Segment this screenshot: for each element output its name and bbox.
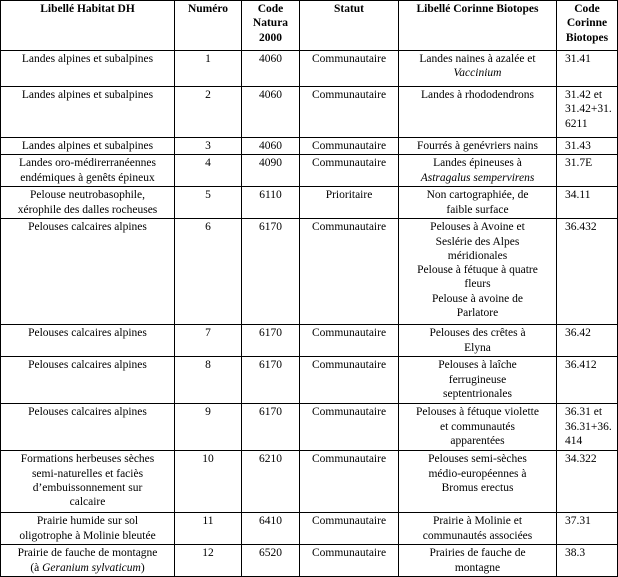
cell-habitat (1, 138, 175, 155)
cell-text: Prairie de fauche de montagne (17, 547, 158, 560)
cell-statut: Communautaire (300, 404, 399, 451)
header-code-corinne-l3: Biotopes (565, 31, 609, 44)
cell-text: Pelouses calcaires alpines (28, 359, 147, 372)
cell-statut: Communautaire (300, 357, 399, 404)
cell-text: Prairie humide sur sol (36, 515, 139, 528)
cell-text-italic: Astragalus sempervirens (420, 171, 535, 184)
cell-habitat (1, 545, 175, 577)
table-row (1, 219, 618, 325)
cell-text: (à (30, 561, 43, 574)
cell-numero: 12 (175, 545, 242, 577)
cell-numero: 8 (175, 357, 242, 404)
cell-statut: Communautaire (300, 451, 399, 513)
header-libelle-corinne: Libellé Corinne Biotopes (399, 1, 557, 51)
header-code-corinne-l1: Code (574, 3, 600, 15)
cell-habitat (1, 513, 175, 545)
header-code-natura-l1: Code (257, 3, 284, 15)
table-row (1, 51, 618, 87)
cell-text: calcaire (69, 496, 106, 509)
cell-code-natura: 6170 (242, 325, 300, 357)
cell-code-natura: 4090 (242, 155, 300, 187)
cell-numero: 3 (175, 138, 242, 155)
cell-code-corinne: 36.42 (557, 325, 618, 357)
cell-text-italic: Geranium sylvaticum (42, 561, 141, 574)
cell-statut: Communautaire (300, 138, 399, 155)
table-row (1, 513, 618, 545)
table-row (1, 87, 618, 138)
cell-text: Fourrés à genévriers nains (416, 140, 539, 152)
cell-text: Landes naines à azalée et (419, 53, 536, 65)
table-header-row (1, 1, 618, 51)
cell-code-natura: 6410 (242, 513, 300, 545)
cell-code-corinne: 31.7E (557, 155, 618, 187)
cell-habitat (1, 51, 175, 87)
cell-text: Elyna (464, 341, 491, 354)
cell-text: Pelouse à fétuque à quatre (417, 264, 538, 277)
cell-habitat (1, 325, 175, 357)
cell-statut: Communautaire (300, 87, 399, 138)
header-code-corinne (557, 1, 618, 51)
cell-code-corinne: 37.31 (557, 513, 618, 545)
cell-text: Pelouses semi-sèches (428, 453, 527, 466)
cell-numero: 10 (175, 451, 242, 513)
cell-text: Landes alpines et subalpines (21, 53, 154, 65)
header-numero: Numéro (175, 1, 242, 51)
cell-numero: 1 (175, 51, 242, 87)
header-code-corinne-l2: Corinne (566, 17, 608, 30)
table-row (1, 187, 618, 219)
cell-text-italic: Vaccinium (453, 67, 502, 80)
cell-corinne (399, 187, 557, 219)
cell-text: faible surface (446, 203, 509, 216)
cell-habitat (1, 87, 175, 138)
cell-corinne (399, 357, 557, 404)
cell-statut: Communautaire (300, 51, 399, 87)
cell-code-natura: 6170 (242, 357, 300, 404)
cell-numero: 4 (175, 155, 242, 187)
header-statut: Statut (300, 1, 399, 51)
table-row (1, 138, 618, 155)
cell-corinne (399, 325, 557, 357)
cell-corinne (399, 404, 557, 451)
cell-text: Pelouses calcaires alpines (28, 327, 147, 340)
cell-statut: Communautaire (300, 325, 399, 357)
cell-text: communautés associées (422, 529, 533, 542)
cell-numero: 11 (175, 513, 242, 545)
cell-numero: 6 (175, 219, 242, 325)
cell-text: fleurs (464, 278, 491, 291)
cell-text: Prairie à Molinie et (432, 515, 523, 528)
cell-code-corinne (557, 404, 618, 451)
cell-text: et communautés (439, 420, 516, 433)
cell-numero: 5 (175, 187, 242, 219)
cell-text: montagne (454, 561, 501, 574)
cell-code-corinne: 34.11 (557, 187, 618, 219)
cell-text: Pelouses à fétuque violette (416, 406, 539, 419)
cell-corinne (399, 155, 557, 187)
cell-text: septentrionales (443, 387, 512, 400)
cell-text: Landes alpines et subalpines (21, 89, 154, 101)
cell-text: 31.42+31. (565, 103, 612, 116)
cell-text: Landes oro-médirerranéennes (19, 157, 156, 170)
cell-text: xérophile des dalles rocheuses (17, 203, 158, 216)
header-code-natura-l2: Natura (252, 17, 289, 30)
cell-habitat (1, 155, 175, 187)
cell-corinne (399, 51, 557, 87)
cell-habitat (1, 404, 175, 451)
cell-text: endémiques à genêts épineux (20, 171, 155, 184)
cell-text: Non cartographiée, de (426, 189, 529, 202)
cell-habitat (1, 219, 175, 325)
table-row (1, 325, 618, 357)
header-code-natura-l3: 2000 (259, 31, 282, 44)
cell-numero: 7 (175, 325, 242, 357)
cell-code-natura: 6210 (242, 451, 300, 513)
cell-corinne (399, 219, 557, 325)
cell-text: ) (140, 561, 145, 574)
cell-text: Pelouses calcaires alpines (28, 406, 147, 419)
cell-code-natura: 6170 (242, 219, 300, 325)
cell-statut: Prioritaire (300, 187, 399, 219)
cell-habitat (1, 451, 175, 513)
cell-text: oligotrophe à Molinie bleutée (19, 529, 156, 542)
cell-text: Formations herbeuses sèches (20, 453, 155, 466)
cell-text: Pelouse neutrobasophile, (30, 189, 145, 202)
table-row (1, 451, 618, 513)
cell-numero: 2 (175, 87, 242, 138)
cell-text: Landes épineuses à (433, 157, 522, 170)
header-libelle-habitat: Libellé Habitat DH (1, 1, 175, 51)
cell-statut: Communautaire (300, 545, 399, 577)
cell-code-natura: 6520 (242, 545, 300, 577)
cell-text: Bromus erectus (441, 481, 514, 494)
cell-code-corinne: 38.3 (557, 545, 618, 577)
cell-text: Pelouses à laîche (438, 359, 517, 372)
cell-code-corinne (557, 87, 618, 138)
table-row (1, 404, 618, 451)
cell-text: méridionales (447, 249, 508, 262)
cell-text: Pelouses calcaires alpines (28, 221, 147, 234)
table-row (1, 545, 618, 577)
cell-text: 6211 (565, 117, 588, 130)
cell-text: 36.31+36. (565, 420, 612, 433)
cell-corinne (399, 87, 557, 138)
cell-text: 36.31 et (565, 406, 603, 419)
cell-text: Parlatore (456, 307, 499, 320)
cell-corinne (399, 138, 557, 155)
cell-text: Pelouses à Avoine et (430, 221, 525, 234)
cell-statut: Communautaire (300, 219, 399, 325)
cell-text: 31.42 et (565, 89, 603, 101)
cell-statut: Communautaire (300, 155, 399, 187)
cell-text: Seslérie des Alpes (435, 235, 520, 248)
cell-code-natura: 4060 (242, 138, 300, 155)
cell-code-corinne: 36.412 (557, 357, 618, 404)
cell-text: Landes alpines et subalpines (21, 140, 154, 152)
cell-text: ferrugineuse (448, 373, 507, 386)
cell-corinne (399, 545, 557, 577)
cell-corinne (399, 451, 557, 513)
cell-habitat (1, 187, 175, 219)
cell-text: Pelouse à avoine de (431, 292, 523, 305)
cell-text: apparentées (450, 434, 505, 447)
cell-text: Prairies de fauche de (429, 547, 526, 560)
cell-text: médio-européennes à (428, 467, 527, 480)
cell-code-corinne: 36.432 (557, 219, 618, 325)
cell-corinne (399, 513, 557, 545)
cell-text: Pelouses des crêtes à (429, 327, 526, 340)
cell-code-corinne: 31.43 (557, 138, 618, 155)
cell-code-natura: 4060 (242, 51, 300, 87)
cell-code-natura: 6110 (242, 187, 300, 219)
table-row (1, 357, 618, 404)
cell-code-corinne: 34.322 (557, 451, 618, 513)
cell-statut: Communautaire (300, 513, 399, 545)
cell-text: Landes à rhododendrons (420, 89, 535, 101)
cell-text: semi-naturelles et faciès (31, 467, 144, 480)
cell-code-natura: 6170 (242, 404, 300, 451)
table-row (1, 155, 618, 187)
cell-numero: 9 (175, 404, 242, 451)
cell-code-corinne: 31.41 (557, 51, 618, 87)
cell-code-natura: 4060 (242, 87, 300, 138)
cell-text: d’embuissonnement sur (32, 481, 143, 494)
cell-text: 414 (565, 434, 583, 447)
cell-habitat (1, 357, 175, 404)
header-code-natura (242, 1, 300, 51)
